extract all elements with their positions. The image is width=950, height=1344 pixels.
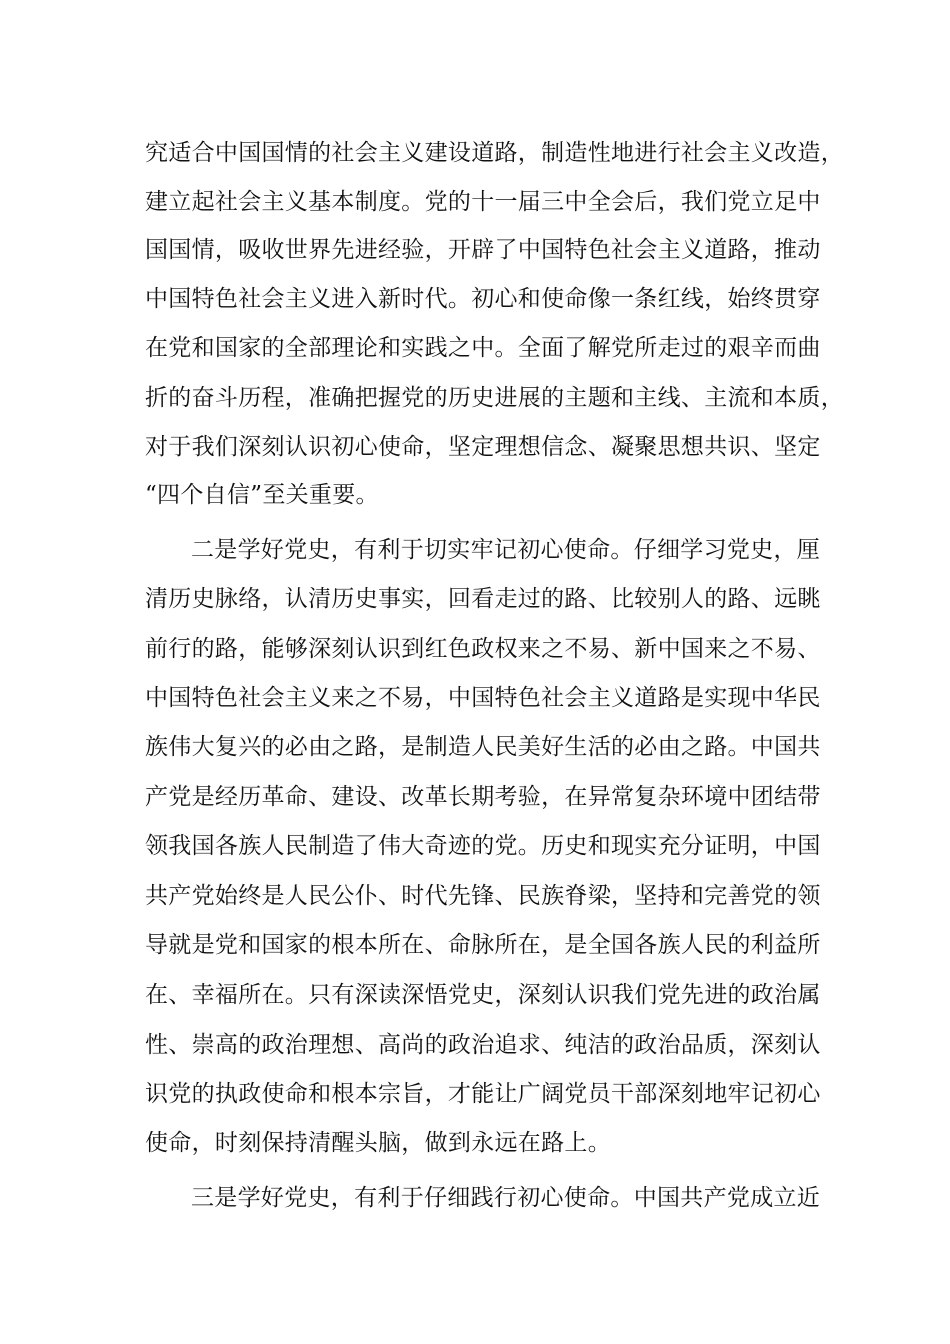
text-line: 对于我们深刻认识初心使命，坚定理想信念、凝聚思想共识、坚定 xyxy=(145,434,821,460)
text-line: 在党和国家的全部理论和实践之中。全面了解党所走过的艰辛而曲 xyxy=(145,335,821,361)
paragraph-start-line: 二是学好党史，有利于切实牢记初心使命。仔细学习党史，厘 xyxy=(191,537,821,563)
text-line: 产党是经历革命、建设、改革长期考验，在异常复杂环境中团结带 xyxy=(145,784,821,810)
text-line: 性、崇高的政治理想、高尚的政治追求、纯洁的政治品质，深刻认 xyxy=(145,1032,821,1058)
text-line: 究适合中国国情的社会主义建设道路，制造性地进行社会主义改造， xyxy=(145,140,844,166)
text-line: 识党的执政使命和根本宗旨，才能让广阔党员干部深刻地牢记初心 xyxy=(145,1081,821,1107)
text-line: 清历史脉络，认清历史事实，回看走过的路、比较别人的路、远眺 xyxy=(145,586,821,612)
text-line: 建立起社会主义基本制度。党的十一届三中全会后，我们党立足中 xyxy=(145,189,821,215)
text-line: 领我国各族人民制造了伟大奇迹的党。历史和现实充分证明，中国 xyxy=(145,833,821,859)
text-line: 中国特色社会主义来之不易，中国特色社会主义道路是实现中华民 xyxy=(145,685,821,711)
text-line: 国国情，吸收世界先进经验，开辟了中国特色社会主义道路，推动 xyxy=(145,237,821,263)
text-line: 前行的路，能够深刻认识到红色政权来之不易、新中国来之不易、 xyxy=(145,636,821,662)
text-line: 在、幸福所在。只有深读深悟党史，深刻认识我们党先进的政治属 xyxy=(145,982,821,1008)
text-line: 使命，时刻保持清醒头脑，做到永远在路上。 xyxy=(145,1130,611,1156)
text-line: 折的奋斗历程，准确把握党的历史进展的主题和主线、主流和本质， xyxy=(145,385,844,411)
text-line: 导就是党和国家的根本所在、命脉所在，是全国各族人民的利益所 xyxy=(145,932,821,958)
text-line: 族伟大复兴的必由之路，是制造人民美好生活的必由之路。中国共 xyxy=(145,734,821,760)
text-line: 共产党始终是人民公仆、时代先锋、民族脊梁，坚持和完善党的领 xyxy=(145,883,821,909)
paragraph-start-line: 三是学好党史，有利于仔细践行初心使命。中国共产党成立近 xyxy=(191,1185,821,1211)
text-line: 中国特色社会主义进入新时代。初心和使命像一条红线，始终贯穿 xyxy=(145,286,821,312)
text-line: “四个自信”至关重要。 xyxy=(145,482,379,508)
